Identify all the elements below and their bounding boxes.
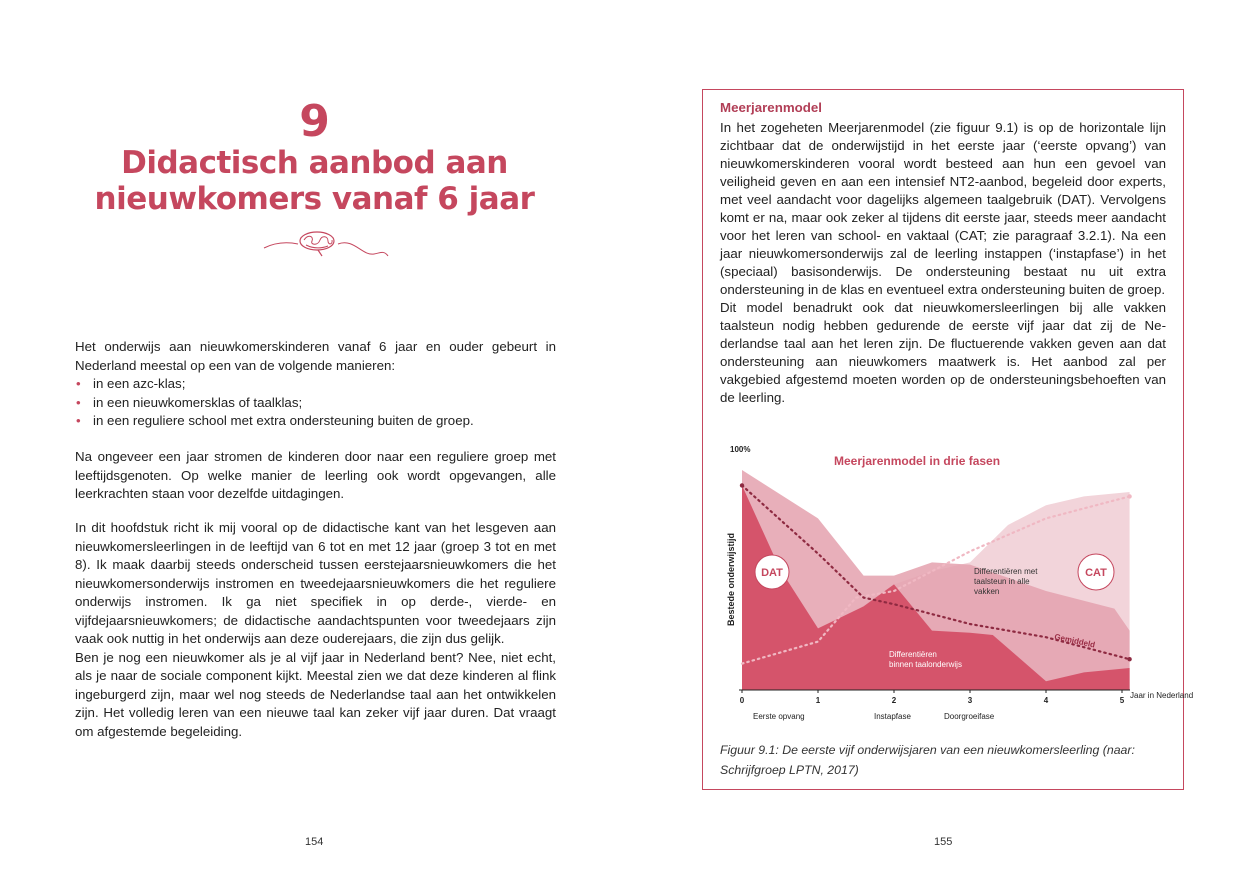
meerjarenmodel-chart [712, 440, 1194, 730]
list-item: • in een reguliere school met extra ondersteuning buiten de groep. [75, 412, 556, 431]
list-item: • in een azc-klas; [75, 375, 556, 394]
paragraph-2-block [75, 448, 556, 504]
chapter-title [0, 145, 629, 217]
x-tick-label: 1 [815, 696, 821, 705]
annotation-taalsteun-3: vakken [974, 587, 1000, 596]
phase-label-eerste-opvang: Eerste opvang [753, 712, 805, 721]
gemiddeld-point [740, 483, 744, 487]
annotation-taalsteun-2: taalsteun in alle [974, 577, 1030, 586]
box-heading: Meerjarenmodel [720, 100, 822, 115]
dat-label: DAT [761, 567, 783, 579]
cat-point [1127, 494, 1131, 498]
chapter-number: 9 [299, 96, 330, 147]
brain-ornament-icon [262, 226, 390, 262]
x-axis-label: Jaar in Nederland [1130, 691, 1194, 700]
x-tick-label: 5 [1119, 696, 1125, 705]
box-paragraph-1: In het zogeheten Meerjarenmodel (zie figuur 9.1) is op de horizontale lijn zichtbaar dat de onderwijstijd in het eerste jaar (‘eerste opvang’) van nieuwkomerskinderen vooral wordt besteed aan hun een gevoel van veiligheid geven en aan een intensief NT2-aanbod, begeleid door experts, met veel aandacht voor dagelijks algemeen taalgebruik (DAT). Vervolgens komt er na, maar ook zeker al tijdens dit eerste jaar, steeds meer aandacht voor het leren van school- en vaktaal (CAT; zie paragraaf 3.2.1). Na een jaar nieuwkomersonderwijs zal de leerling instappen (‘instapfase’) in het (speciaal) basisonderwijs. De ondersteuning bestaat nu uit extra ondersteuning in de klas en eventueel extra ondersteuning buiten de groep. [720, 120, 1166, 297]
box-text [720, 119, 1166, 407]
annotation-taalsteun-1: Differentiëren met [974, 567, 1038, 576]
annotation-taalonderwijs-2: binnen taalonderwijs [889, 660, 962, 669]
chapter-title-line-1: Didactisch aanbod aan [121, 145, 508, 181]
list-item: • in een nieuwkomersklas of taalklas; [75, 394, 556, 413]
paragraph-3: In dit hoofdstuk richt ik mij vooral op de didactische kant van het lesgeven aan nieuwkomersleerlingen in de leeftijd van 6 tot en met 12 jaar (groep 3 tot en met 8). Ik maak daarbij steeds onderscheid tussen eerstejaarsnieuwkomers die het nieuwkomersonderwijs instromen en tweedejaarsnieuwkomers die het reguliere onderwijs instromen. Ik ga niet specifiek in op derde-, vierde- en vijfdejaarsnieuwkomers; de didactische aandachtspunten voor tweedejaars zijn vaak ook nuttig in het onderwijs aan deze ouderejaars, die zijn dus gelijk. [75, 520, 556, 646]
x-tick-label: 0 [739, 696, 745, 705]
phase-label-instapfase: Instapfase [874, 712, 911, 721]
x-tick-label: 4 [1043, 696, 1049, 705]
figure-caption: Figuur 9.1: De eerste vijf onderwijsjaren van een nieuwkomersleerling (naar: Schrijfgroep LPTN, 2017) [720, 743, 1135, 777]
gemiddeld-point [1127, 657, 1131, 661]
paragraph-3-block [75, 519, 556, 741]
paragraph-4: Ben je nog een nieuwkomer als je al vijf jaar in Nederland bent? Nee, niet echt, als je naar de sociale component kijkt. Meestal zien we dat deze kinderen al flink ingeburgerd zijn, maar wel nog steeds de Nederlandse taal aan het ontwikkelen zijn. Het volledig leren van een nieuwe taal kan zeker vijf jaar duren. Dat vraagt om afgestemde begeleiding. [75, 649, 556, 739]
intro-paragraph: Het onderwijs aan nieuwkomerskinderen vanaf 6 jaar en ouder gebeurt in Nederland meestal op een van de volgende manieren: [75, 339, 556, 373]
paragraph-2: Na ongeveer een jaar stromen de kinderen door naar een reguliere groep met leeftijdsgenoten. Op welke manier de leerling ook wordt opgevangen, alle leerkrachten staan voor dezelfde uitdagingen. [75, 449, 556, 501]
annotation-taalonderwijs-1: Differentiëren [889, 650, 937, 659]
x-tick-label: 2 [891, 696, 897, 705]
annotation-gemiddeld: Gemiddeld [1053, 632, 1096, 650]
phase-label-doorgroeifase: Doorgroeifase [944, 712, 995, 721]
chapter-title-line-2: nieuwkomers vanaf 6 jaar [94, 181, 535, 217]
box-paragraph-2: Dit model benadrukt ook dat nieuwkomersleerlingen bij alle vakken taalsteun nodig hebben gedurende de eerste vijf jaar dat zij de Nederlandse taal aan het leren zijn. De fluctuerende vakken geven aan dat ondersteuning aan nieuwkomers maatwerk is. Het aanbod zal per vakgebied afgestemd moeten worden op de ondersteuningsbehoeften van de leerling. [720, 300, 1166, 405]
x-tick-label: 3 [967, 696, 973, 705]
y-top-label: 100% [730, 445, 751, 454]
x-ticks [740, 690, 1125, 705]
bullet-list [75, 375, 556, 431]
cat-label: CAT [1085, 567, 1107, 579]
intro-block [75, 338, 556, 431]
y-axis-label: Bestede onderwijstijd [726, 532, 736, 626]
page-number-left: 154 [305, 836, 324, 848]
chart-title: Meerjarenmodel in drie fasen [834, 454, 1001, 468]
page-number-right: 155 [934, 836, 953, 848]
